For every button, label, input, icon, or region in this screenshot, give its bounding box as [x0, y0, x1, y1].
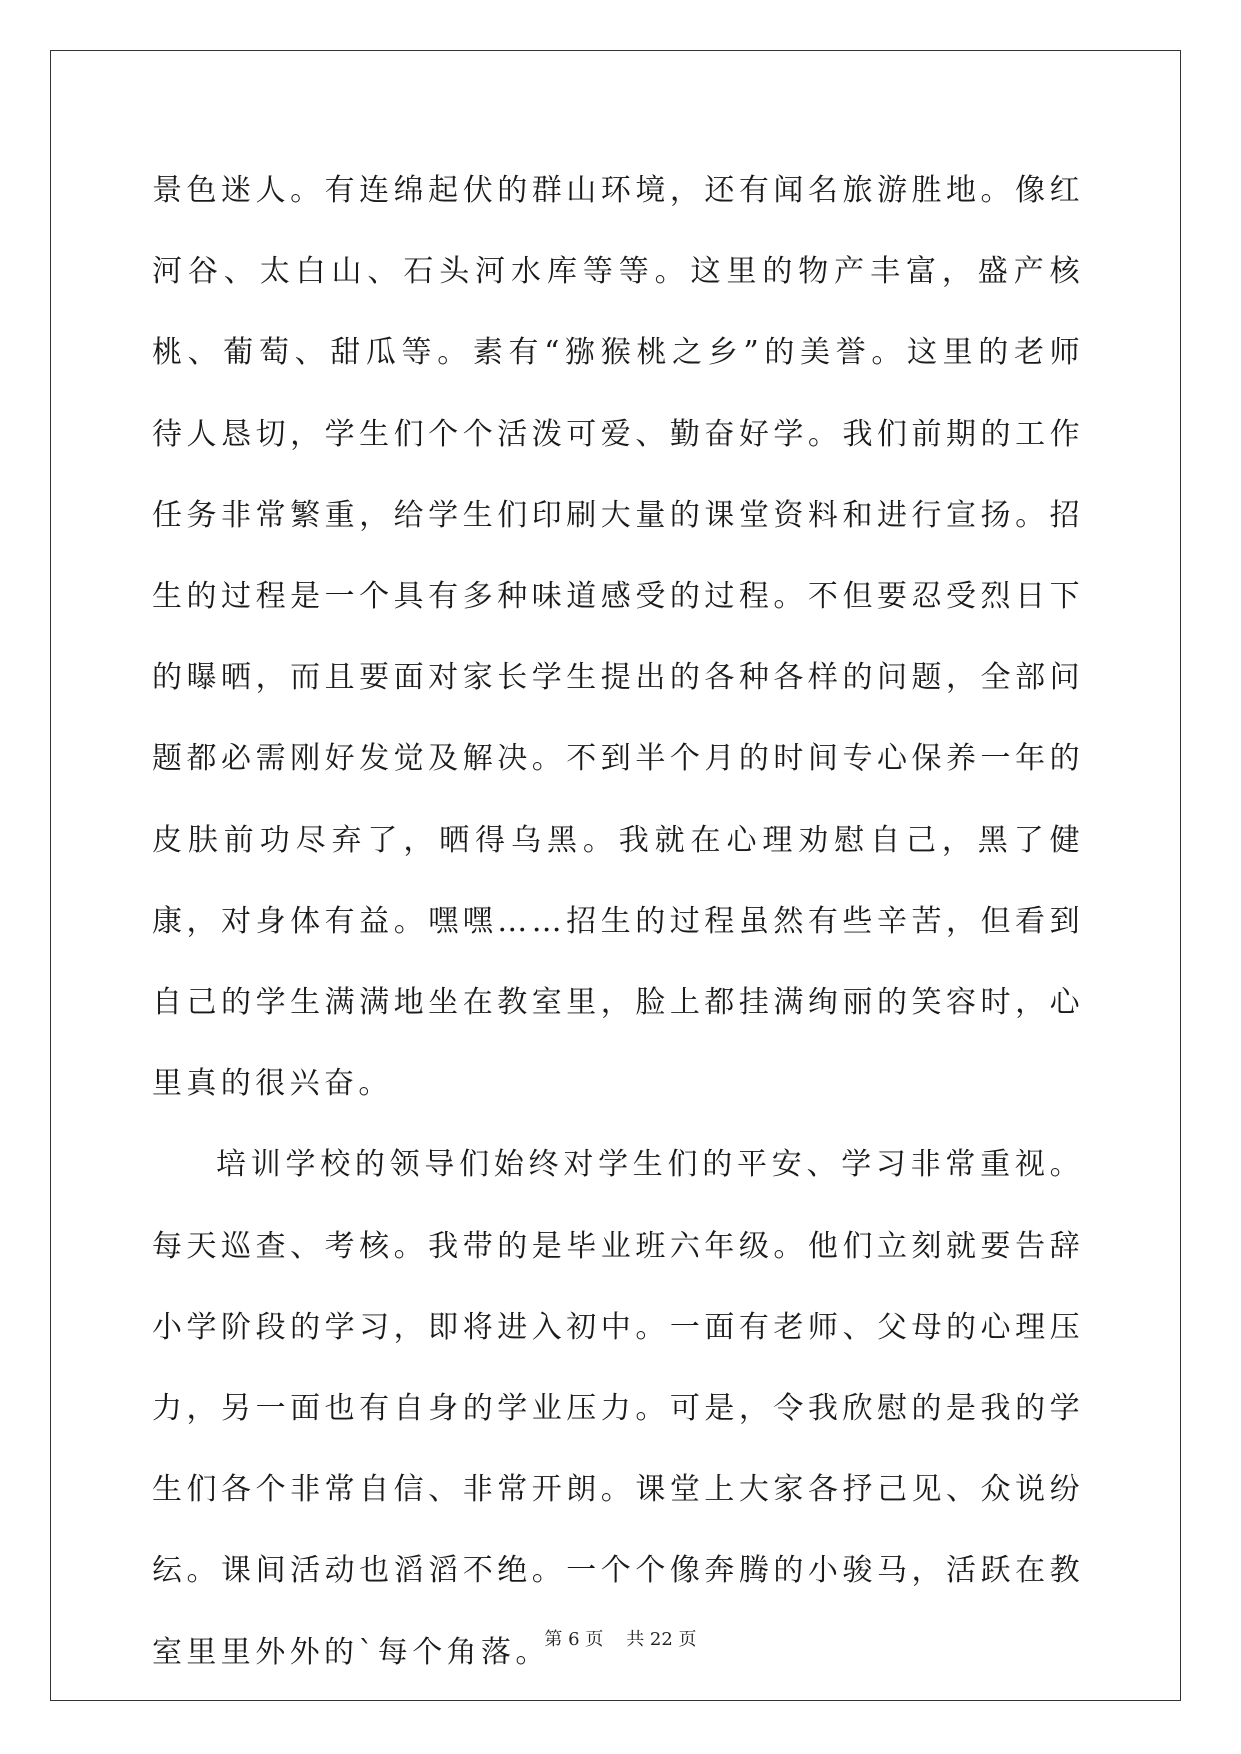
page-number: 第 6 页 共 22 页: [544, 1629, 697, 1650]
paragraph-2: 培训学校的领导们始终对学生们的平安、学习非常重视。每天巡查、考核。我带的是毕业班六年级。他们立刻就要告辞小学阶段的学习，即将进入初中。一面有老师、父母的心理压力，另一面也有自身的学业压力。可是，令我欣慰的是我的学生们各个非常自信、非常开朗。课堂上大家各抒己见、众说纷纭。课间活动也滔滔不绝。一个个像奔腾的小骏马，活跃在教室里里外外的`每个角落。: [152, 1147, 1084, 1670]
paragraph-1: 景色迷人。有连绵起伏的群山环境，还有闻名旅游胜地。像红河谷、太白山、石头河水库等等。这里的物产丰富，盛产核桃、葡萄、甜瓜等。素有“猕猴桃之乡”的美誉。这里的老师待人恳切，学生们个个活泼可爱、勤奋好学。我们前期的工作任务非常繁重，给学生们印刷大量的课堂资料和进行宣扬。招生的过程是一个具有多种味道感受的过程。不但要忍受烈日下的曝晒，而且要面对家长学生提出的各种各样的问题，全部问题都必需刚好发觉及解决。不到半个月的时间专心保养一年的皮肤前功尽弃了，晒得乌黑。我就在心理劝慰自己，黑了健康，对身体有益。嘿嘿……招生的过程虽然有些辛苦，但看到自己的学生满满地坐在教室里，脸上都挂满绚丽的笑容时，心里真的很兴奋。: [152, 173, 1084, 1102]
page-footer: [0, 1628, 1241, 1652]
document-body: [152, 150, 1084, 1693]
